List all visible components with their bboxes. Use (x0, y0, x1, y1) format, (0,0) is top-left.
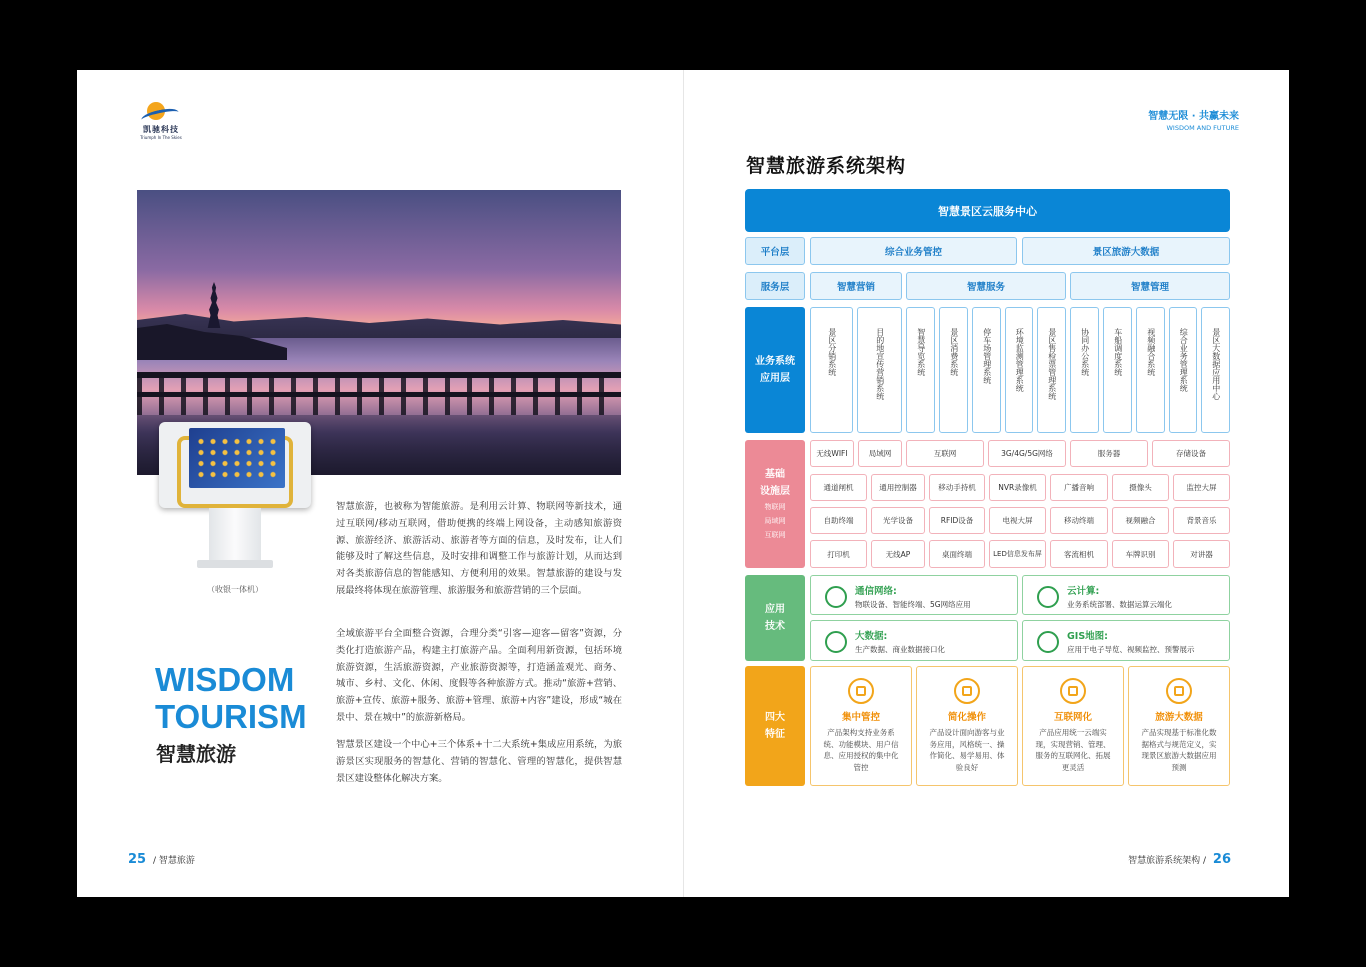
right-page-label: 智慧旅游系统架构 / (1128, 856, 1207, 866)
line-chart-icon (825, 631, 847, 653)
infra-item: 服务器 (1070, 440, 1148, 467)
logo-brand: 凯驰科技 (143, 125, 179, 134)
chinese-title: 智慧旅游 (156, 742, 236, 766)
right-folio (1128, 852, 1231, 867)
infra-item: 背景音乐 (1173, 507, 1230, 534)
data-screen-icon (1166, 678, 1192, 704)
business-system (1005, 307, 1033, 433)
english-title (155, 661, 307, 735)
right-page-number: 26 (1212, 852, 1231, 867)
tech-item-title: 云计算: (1067, 586, 1100, 597)
features-layer-label (745, 666, 805, 786)
feature-title: 集中管控 (841, 712, 880, 723)
platform-paragraph: 全域旅游平台全面整合资源，合理分类“引客—迎客—留客”资源，分类化打造旅游产品，构建主打旅游产品。全面利用新资源，包括环境旅游资源，生活旅游资源，产业旅游资源等，打造涵盖观光、商务、城市、乡村、文化、休闲、度假等各种旅游方式。推动“旅游+营销、旅游+宣传、旅游+服务、旅游+管理、旅游+内容”建设，形成“城在景中、景在城中”的旅游新格局。 (336, 628, 622, 723)
infra-item: 监控大屏 (1173, 474, 1230, 501)
service-item: 智慧服务 (906, 272, 1066, 300)
business-label-line1: 业务系统 (755, 356, 795, 367)
infra-item: 桌面终端 (929, 540, 985, 568)
business-system-label: 停车场管理系统 (982, 328, 992, 384)
business-system-label: 环境监测管理系统 (1015, 328, 1025, 392)
infra-item: 3G/4G/5G网络 (988, 440, 1066, 467)
business-system-label: 车船调度系统 (1113, 328, 1123, 376)
left-folio (128, 852, 195, 867)
infra-item: 电视大屏 (989, 507, 1046, 534)
right-page (684, 70, 1289, 897)
tech-item-desc: 生产数据、商业数据接口化 (855, 645, 945, 654)
logo-brand-en: Triumph In The Skies (140, 135, 182, 140)
slogan (1148, 107, 1239, 132)
business-system (1169, 307, 1197, 433)
infra-sub-iot: 物联网 (764, 503, 786, 511)
grid-apps-icon (954, 678, 980, 704)
signal-tower-icon (825, 586, 847, 608)
infra-label-line1: 基础 (765, 469, 785, 480)
infra-item: 移动终端 (1050, 507, 1108, 534)
infra-item: 对讲器 (1173, 540, 1230, 568)
infra-item: 自助终端 (810, 507, 867, 534)
business-label-line2: 应用层 (760, 373, 790, 384)
features-label-line1: 四大 (765, 712, 785, 723)
business-system (1201, 307, 1230, 433)
slogan-zh: 智慧无限 · 共赢未来 (1148, 111, 1239, 122)
tech-item-title: 通信网络: (855, 586, 897, 597)
infra-item: 局域网 (858, 440, 902, 467)
infra-item: NVR录像机 (989, 474, 1046, 501)
infra-item: 视频融合 (1112, 507, 1169, 534)
control-center-icon (848, 678, 874, 704)
feature-desc: 产品架构支持业务系统、功能模块、用户信息、应用授权的集中化管控 (823, 728, 899, 772)
feature-title: 互联网化 (1053, 712, 1092, 723)
service-item: 智慧营销 (810, 272, 902, 300)
platform-item: 景区旅游大数据 (1022, 237, 1230, 265)
infra-item: 无线WIFI (810, 440, 854, 467)
tech-item-title: 大数据: (855, 631, 888, 642)
infra-item: RFID设备 (929, 507, 985, 534)
cashier-kiosk-image (159, 422, 311, 570)
english-title-line1: WISDOM (155, 661, 295, 698)
infra-label-line2: 设施层 (760, 486, 790, 497)
feature-title: 旅游大数据 (1155, 712, 1203, 723)
scenic-paragraph: 智慧景区建设一个中心+三个体系+十二大系统+集成应用系统，为旅游景区实现服务的智慧化、营销的智慧化、管理的智慧化，提供智慧景区建设整体化解决方案。 (336, 739, 622, 784)
platform-item: 综合业务管控 (810, 237, 1017, 265)
feature-card (810, 666, 912, 786)
tech-item-title: GIS地图: (1067, 631, 1108, 642)
section-title: 智慧旅游系统架构 (746, 155, 907, 177)
business-system-label: 综合业务管理系统 (1179, 328, 1189, 392)
business-system (857, 307, 902, 433)
english-title-line2: TOURISM (155, 698, 307, 735)
infra-item: 移动手持机 (929, 474, 985, 501)
service-item: 智慧管理 (1070, 272, 1230, 300)
company-logo (129, 98, 193, 140)
feature-desc: 产品应用统一云端实现，实现营销、管理、服务的互联网化、拓展更灵活 (1035, 728, 1111, 772)
tech-item-desc: 应用于电子导览、视频监控、预警展示 (1067, 645, 1195, 654)
tech-item-desc: 物联设备、智能终端、5G网络应用 (855, 600, 971, 609)
tech-item (1022, 575, 1230, 615)
business-system (1103, 307, 1132, 433)
cloud-icon (1037, 586, 1059, 608)
feature-desc: 产品设计面向游客与业务应用，风格统一、操作简化、易学易用、体验良好 (929, 728, 1005, 772)
feature-card (916, 666, 1018, 786)
infra-item: 无线AP (871, 540, 925, 568)
business-system (939, 307, 968, 433)
business-system (1136, 307, 1165, 433)
left-page (77, 70, 683, 897)
map-pin-icon (1037, 631, 1059, 653)
feature-card (1022, 666, 1124, 786)
feature-title: 简化操作 (947, 712, 986, 723)
feature-desc: 产品实现基于标准化数据格式与规范定义，实现景区旅游大数据应用预测 (1141, 728, 1217, 772)
infra-item: 互联网 (906, 440, 984, 467)
cloud-service-center: 智慧景区云服务中心 (745, 189, 1230, 232)
tech-item (1022, 620, 1230, 661)
left-page-label: / 智慧旅游 (152, 856, 195, 866)
business-system (906, 307, 935, 433)
business-system (810, 307, 853, 433)
tech-item (810, 620, 1018, 661)
infra-item: 通道闸机 (810, 474, 867, 501)
business-system-label: 智慧导览系统 (916, 328, 926, 376)
cloud-network-icon (1060, 678, 1086, 704)
slogan-en: WISDOM AND FUTURE (1166, 124, 1239, 132)
tech-label-line2: 技术 (765, 621, 785, 632)
infra-item: 光学设备 (871, 507, 925, 534)
business-system-label: 景区售检票管理系统 (1047, 328, 1057, 400)
business-system-label: 景区大数据应用中心 (1211, 328, 1221, 400)
tech-item-desc: 业务系统部署、数据运算云端化 (1067, 600, 1172, 609)
infra-item: 车牌识别 (1112, 540, 1169, 568)
business-system (1070, 307, 1099, 433)
business-system-label: 协同办公系统 (1080, 328, 1090, 376)
features-label-line2: 特征 (765, 729, 785, 740)
feature-card (1128, 666, 1230, 786)
infra-item: 通用控制器 (871, 474, 925, 501)
infra-item: 广播音响 (1050, 474, 1108, 501)
kiosk-caption: （收银一体机） (207, 585, 263, 594)
business-system-label: 景区分销系统 (827, 328, 837, 376)
tech-item (810, 575, 1018, 615)
business-system (1037, 307, 1066, 433)
architecture-diagram (745, 189, 1230, 785)
infra-item: 摄像头 (1112, 474, 1169, 501)
intro-paragraph: 智慧旅游，也被称为智能旅游。是利用云计算、物联网等新技术，通过互联网/移动互联网，借助便携的终端上网设备，主动感知旅游资源、旅游经济、旅游活动、旅游者等方面的信息，及时发布，让人们能够及时了解这些信息，及时安排和调整工作与旅游计划，从而达到对各类旅游信息的智能感知、方便利用的效果。智慧旅游的建设与发展最终将体现在旅游管理、旅游服务和旅游营销的三个层面。 (336, 501, 622, 596)
business-layer-label (745, 307, 805, 433)
tech-label-line1: 应用 (765, 604, 785, 615)
infra-sub-lan: 局域网 (764, 517, 786, 525)
business-system-label: 目的地宣传营销系统 (875, 328, 885, 400)
platform-layer-label: 平台层 (745, 237, 805, 265)
business-system-label: 视频融合系统 (1146, 328, 1156, 376)
tech-layer-label (745, 575, 805, 661)
infra-item: 打印机 (810, 540, 867, 568)
business-system-label: 景区消费系统 (949, 328, 959, 376)
infra-item: 客流相机 (1050, 540, 1108, 568)
infra-item: 存储设备 (1152, 440, 1230, 467)
infra-layer-label (745, 440, 805, 568)
business-system (972, 307, 1001, 433)
infra-sub-internet: 互联网 (764, 531, 786, 539)
infra-item: LED信息发布屏 (989, 540, 1046, 568)
left-page-number: 25 (128, 852, 147, 867)
service-layer-label: 服务层 (745, 272, 805, 300)
